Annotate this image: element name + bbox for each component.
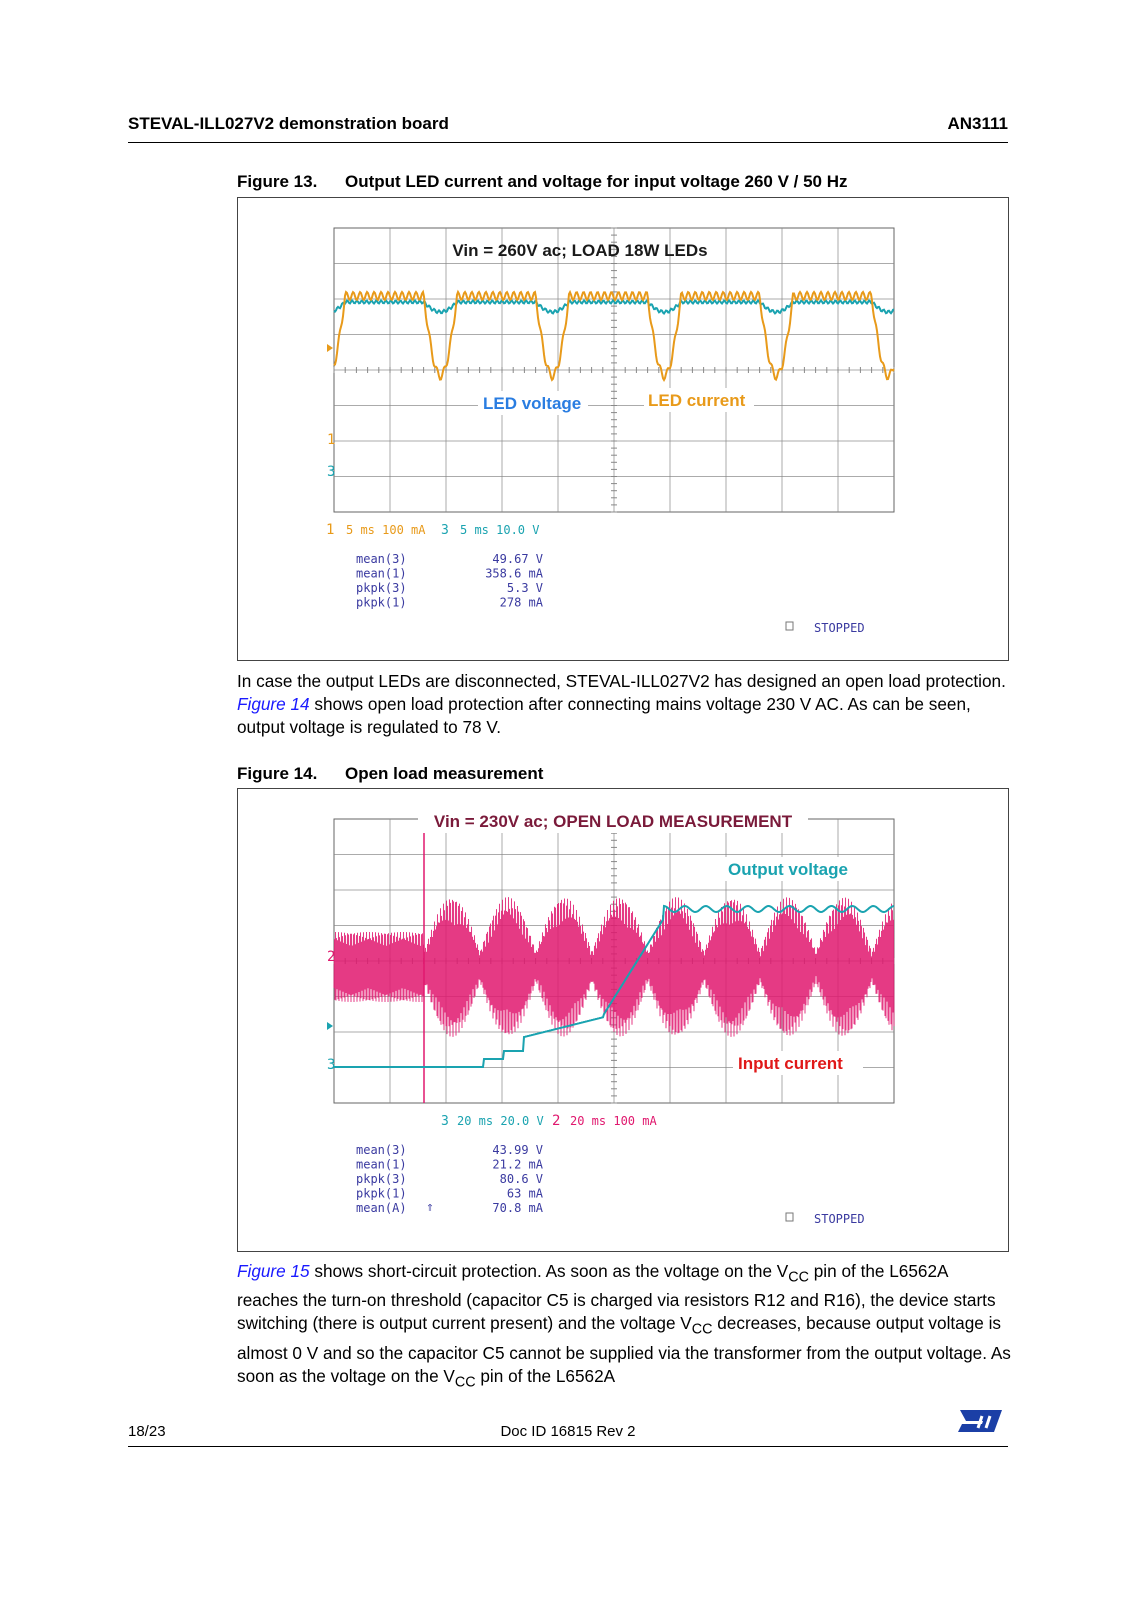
measurement-name: mean(1) xyxy=(356,566,407,581)
vcc-sub-3: CC xyxy=(454,1374,476,1391)
measurements-14 xyxy=(356,1143,544,1215)
figure-15-link[interactable]: Figure 15 xyxy=(237,1261,310,1281)
st-logo-icon xyxy=(956,1406,1006,1436)
measurement-value: 278 mA xyxy=(499,595,543,610)
page-header xyxy=(128,110,1008,143)
para2-text-4: pin of the L6562A xyxy=(475,1365,616,1386)
figure-13-number: Figure 13. xyxy=(237,172,318,191)
measurement-value: 49.67 V xyxy=(492,552,543,566)
label-led-current: LED current xyxy=(648,391,746,410)
status-stopped: STOPPED xyxy=(814,1212,865,1226)
para2-text-2: pin of the L6562A reaches the turn-on threshold (capacitor C5 is charged via resistors R12 and R16), the device starts switching (there is output current present) and the voltage V xyxy=(237,1261,996,1334)
scope-grid xyxy=(334,228,894,512)
ch2-settings: 20 ms 100 mA xyxy=(570,1114,657,1128)
measurement-value: 21.2 mA xyxy=(492,1157,543,1172)
figure-13-caption xyxy=(237,172,848,192)
figure-13-title: Output LED current and voltage for input voltage 260 V / 50 Hz xyxy=(345,172,848,191)
scope-title: Vin = 230V ac; OPEN LOAD MEASUREMENT xyxy=(433,812,793,831)
measurement-name: mean(A) xyxy=(356,1201,407,1215)
channel-2-marker: 2 xyxy=(327,949,336,965)
channel-3-marker: 3 xyxy=(327,464,336,480)
para2-text-1: shows short-circuit protection. As soon as the voltage on the V xyxy=(309,1261,789,1281)
measurement-value: 5.3 V xyxy=(506,581,543,595)
label-input-current: Input current xyxy=(738,1054,843,1073)
measurement-name: pkpk(1) xyxy=(356,595,407,610)
ch1-label: 1 xyxy=(326,522,335,538)
ch3-settings: 5 ms 10.0 V xyxy=(460,523,540,537)
figure-14-caption xyxy=(237,764,543,784)
ch3-settings: 20 ms 20.0 V xyxy=(457,1114,544,1128)
label-output-voltage: Output voltage xyxy=(728,860,848,879)
scope-screenshot-13 xyxy=(238,198,1008,660)
measurements-13 xyxy=(356,552,544,610)
figure-14-title: Open load measurement xyxy=(345,764,544,783)
measurement-name: pkpk(3) xyxy=(356,581,407,595)
header-docnum: AN3111 xyxy=(947,114,1008,133)
measurement-value: 70.8 mA xyxy=(492,1201,543,1215)
measurement-value: 358.6 mA xyxy=(485,566,543,581)
scope-title: Vin = 260V ac; LOAD 18W LEDs xyxy=(452,241,708,260)
vcc-sub-2: CC xyxy=(691,1321,713,1338)
ch1-settings: 5 ms 100 mA xyxy=(346,523,426,537)
measurement-name: mean(3) xyxy=(356,1143,407,1157)
paragraph-short-circuit xyxy=(237,1260,1012,1394)
trigger-marker xyxy=(327,1022,333,1030)
ch3-label: 3 xyxy=(441,523,449,538)
trigger-marker xyxy=(327,344,333,352)
channel-1-marker: 1 xyxy=(327,432,336,448)
page-number: 18/23 xyxy=(128,1423,166,1440)
figure-14-link[interactable]: Figure 14 xyxy=(237,694,310,714)
measurement-name: mean(1) xyxy=(356,1157,407,1172)
measurement-name: pkpk(3) xyxy=(356,1172,407,1186)
figure-14-number: Figure 14. xyxy=(237,764,318,783)
vcc-sub-1: CC xyxy=(788,1269,809,1286)
ch3-label: 3 xyxy=(441,1114,449,1129)
status-stopped: STOPPED xyxy=(814,621,865,635)
input-current-trace xyxy=(334,897,894,1037)
para1-text-a: In case the output LEDs are disconnected, STEVAL-ILL027V2 has designed an open load protection. xyxy=(237,671,1006,691)
label-led-voltage: LED voltage xyxy=(483,394,582,413)
figure-13 xyxy=(237,197,1009,661)
doc-id: Doc ID 16815 Rev 2 xyxy=(500,1423,636,1440)
paragraph-open-load xyxy=(237,670,1012,739)
measurement-value: 43.99 V xyxy=(492,1143,543,1157)
figure-14 xyxy=(237,788,1009,1252)
channel-3-marker: 3 xyxy=(327,1057,336,1073)
measurement-value: 63 mA xyxy=(506,1186,543,1201)
scope-screenshot-14 xyxy=(238,789,1008,1251)
para2-text-3: decreases, because output voltage is almost 0 V and so the capacitor C5 cannot be supplied via the transformer from the output voltage. As soon as the voltage on the V xyxy=(237,1313,1011,1386)
measurement-name: pkpk(1) xyxy=(356,1186,407,1201)
measurement-name: mean(3) xyxy=(356,552,407,566)
page-footer xyxy=(128,1414,1008,1447)
measurement-value: 80.6 V xyxy=(499,1172,543,1186)
para1-text-b: shows open load protection after connecting mains voltage 230 V AC. As can be seen, output voltage is regulated to 78 V. xyxy=(237,694,971,737)
header-title: STEVAL-ILL027V2 demonstration board xyxy=(128,114,449,133)
ch2-label: 2 xyxy=(552,1113,561,1129)
cursor-up-icon: ⇑ xyxy=(426,1200,434,1215)
